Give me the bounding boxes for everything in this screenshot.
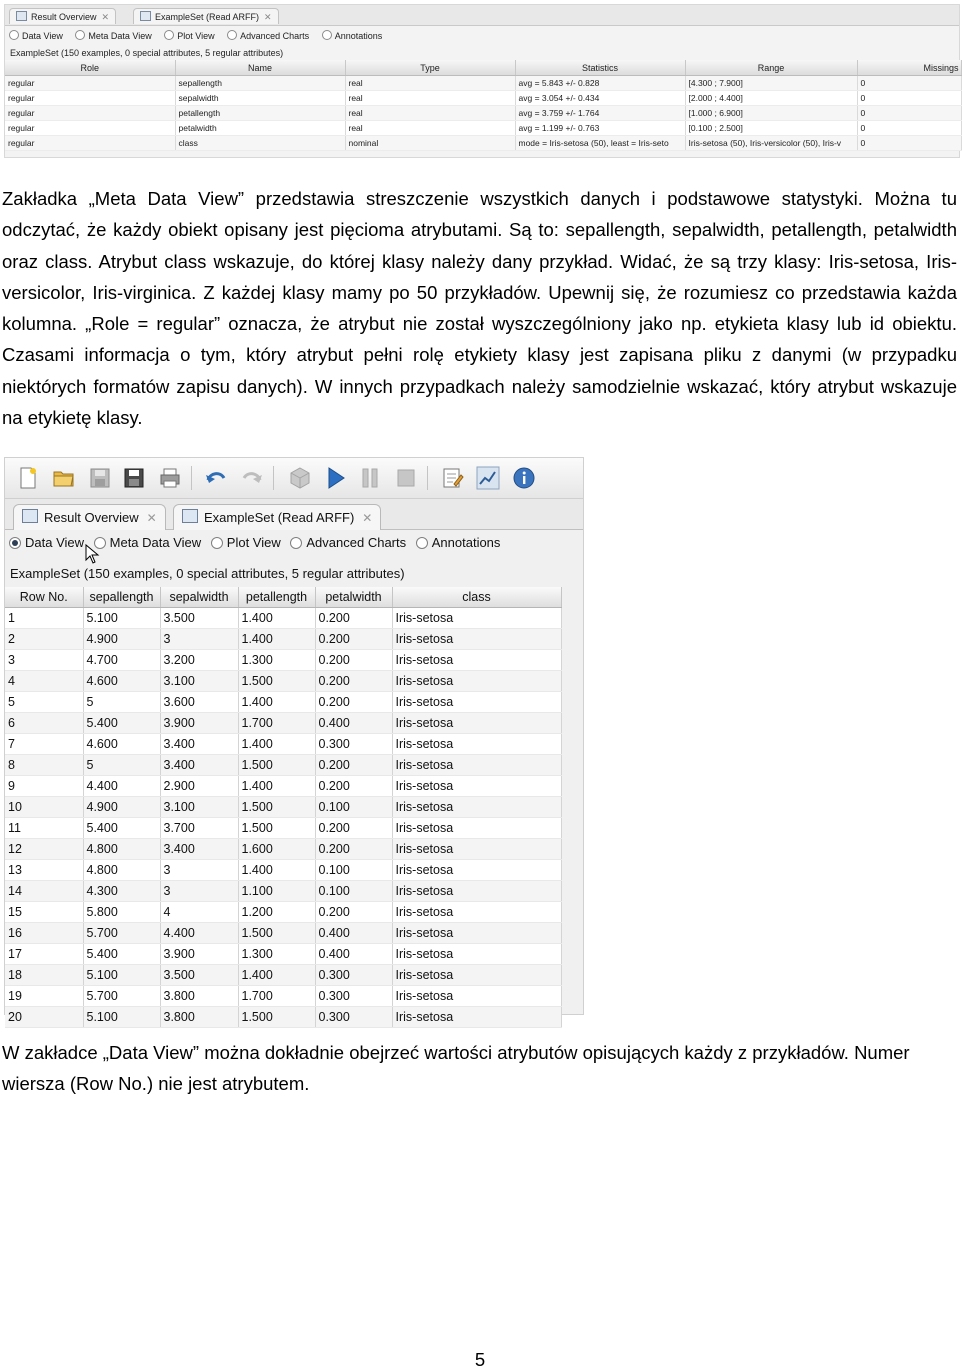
table-cell: 13 xyxy=(5,860,83,881)
table-cell: 4 xyxy=(160,902,238,923)
table-cell: 5.400 xyxy=(83,944,160,965)
save-icon[interactable] xyxy=(87,465,113,491)
table-cell: 0.300 xyxy=(315,734,392,755)
radio-label: Advanced Charts xyxy=(240,31,310,41)
table-cell: 2 xyxy=(5,629,83,650)
table-cell: avg = 1.199 +/- 0.763 xyxy=(515,121,685,136)
table-row[interactable] xyxy=(5,1007,561,1028)
table-cell: 1.200 xyxy=(238,902,315,923)
radio-label: Meta Data View xyxy=(88,31,152,41)
tab-result-overview[interactable] xyxy=(9,8,116,24)
radio-plot-view[interactable] xyxy=(211,530,281,556)
table-cell: 4 xyxy=(5,671,83,692)
table-cell: 0.100 xyxy=(315,797,392,818)
radio-selected-icon[interactable] xyxy=(9,537,21,549)
column-header[interactable]: Type xyxy=(345,60,515,76)
info-icon[interactable] xyxy=(511,465,537,491)
column-header[interactable]: petalwidth xyxy=(315,587,392,608)
table-cell: [2.000 ; 4.400] xyxy=(685,91,857,106)
column-header[interactable]: Missings xyxy=(857,60,961,76)
table-cell: 0.200 xyxy=(315,818,392,839)
result-overview-icon xyxy=(22,509,38,523)
table-cell: petalwidth xyxy=(175,121,345,136)
table-cell: 0 xyxy=(857,136,961,151)
exampleset-caption: ExampleSet (150 examples, 0 special attributes, 5 regular attributes) xyxy=(10,566,405,581)
table-cell: 1.400 xyxy=(238,776,315,797)
table-cell: regular xyxy=(5,121,175,136)
table-cell: Iris-setosa xyxy=(392,965,561,986)
table-cell: regular xyxy=(5,106,175,121)
radio-label: Plot View xyxy=(177,31,215,41)
view-selector xyxy=(5,26,959,46)
table-cell: real xyxy=(345,91,515,106)
table-row[interactable] xyxy=(5,692,561,713)
table-cell: 10 xyxy=(5,797,83,818)
radio-annotations[interactable] xyxy=(416,530,501,556)
table-cell: 1.700 xyxy=(238,986,315,1007)
table-cell: 15 xyxy=(5,902,83,923)
table-cell: 3 xyxy=(160,860,238,881)
radio-plot-view[interactable] xyxy=(164,26,214,46)
table-cell: 14 xyxy=(5,881,83,902)
toolbar-separator xyxy=(191,466,192,490)
table-cell: 4.600 xyxy=(83,671,160,692)
table-row[interactable] xyxy=(5,608,561,629)
table-cell: Iris-setosa xyxy=(392,713,561,734)
table-cell: 1.400 xyxy=(238,860,315,881)
table-cell: 0 xyxy=(857,106,961,121)
column-header[interactable]: sepallength xyxy=(83,587,160,608)
table-cell: 4.900 xyxy=(83,629,160,650)
close-icon[interactable]: ✕ xyxy=(362,511,373,525)
table-cell: 5 xyxy=(83,692,160,713)
table-cell: class xyxy=(175,136,345,151)
table-cell: real xyxy=(345,76,515,91)
table-cell: regular xyxy=(5,76,175,91)
table-cell: 0.400 xyxy=(315,944,392,965)
table-row[interactable] xyxy=(5,860,561,881)
data-table xyxy=(5,587,562,1028)
radio-label: Plot View xyxy=(226,535,281,550)
table-cell: 0 xyxy=(857,76,961,91)
table-cell: 0 xyxy=(857,91,961,106)
radio-label: Annotations xyxy=(334,31,383,41)
table-cell: 5.700 xyxy=(83,923,160,944)
table-cell: 0.200 xyxy=(315,650,392,671)
table-row[interactable] xyxy=(5,76,961,91)
table-cell: 3.200 xyxy=(160,650,238,671)
table-cell: 1.600 xyxy=(238,839,315,860)
table-row[interactable] xyxy=(5,986,561,1007)
table-cell: 5.700 xyxy=(83,986,160,1007)
table-row[interactable] xyxy=(5,923,561,944)
table-cell: regular xyxy=(5,136,175,151)
table-cell: Iris-setosa (50), Iris-versicolor (50), Iris-v xyxy=(685,136,857,151)
table-cell: regular xyxy=(5,91,175,106)
table-row[interactable] xyxy=(5,902,561,923)
radio-advanced-charts[interactable] xyxy=(227,26,309,46)
table-cell: avg = 3.759 +/- 1.764 xyxy=(515,106,685,121)
table-cell: 5.100 xyxy=(83,965,160,986)
table-cell: Iris-setosa xyxy=(392,776,561,797)
table-cell: Iris-setosa xyxy=(392,860,561,881)
table-cell: 5.400 xyxy=(83,713,160,734)
radio-icon[interactable] xyxy=(164,30,174,40)
table-cell: 12 xyxy=(5,839,83,860)
table-cell: 0.300 xyxy=(315,986,392,1007)
tab-label: Result Overview xyxy=(31,12,97,22)
table-cell: [0.100 ; 2.500] xyxy=(685,121,857,136)
column-header[interactable]: Range xyxy=(685,60,857,76)
table-cell: Iris-setosa xyxy=(392,818,561,839)
table-cell: Iris-setosa xyxy=(392,902,561,923)
table-cell: 5 xyxy=(5,692,83,713)
page-number: 5 xyxy=(474,1349,486,1370)
radio-label: Advanced Charts xyxy=(306,535,407,550)
table-cell: 3.400 xyxy=(160,839,238,860)
table-cell: 0.200 xyxy=(315,608,392,629)
table-cell: 0.300 xyxy=(315,965,392,986)
table-cell: Iris-setosa xyxy=(392,692,561,713)
table-cell: Iris-setosa xyxy=(392,755,561,776)
table-cell: 4.600 xyxy=(83,734,160,755)
table-cell: 5.100 xyxy=(83,608,160,629)
table-cell: Iris-setosa xyxy=(392,608,561,629)
table-cell: [1.000 ; 6.900] xyxy=(685,106,857,121)
column-header[interactable]: Statistics xyxy=(515,60,685,76)
toolbar-separator xyxy=(273,466,274,490)
table-cell: 20 xyxy=(5,1007,83,1028)
table-cell: 3.900 xyxy=(160,713,238,734)
table-cell: 19 xyxy=(5,986,83,1007)
radio-icon[interactable] xyxy=(75,30,85,40)
table-cell: real xyxy=(345,106,515,121)
table-row[interactable] xyxy=(5,650,561,671)
radio-meta-data-view[interactable] xyxy=(94,530,202,556)
close-icon[interactable]: ✕ xyxy=(146,511,157,525)
table-cell: 18 xyxy=(5,965,83,986)
paragraph-data-view: W zakładce „Data View” można dokładnie obejrzeć wartości atrybutów opisujących każdy z przykładów. Numer wiersza (Row No.) nie jest atrybutem. xyxy=(2,1042,910,1095)
radio-label: Data View xyxy=(25,535,85,550)
table-cell: 9 xyxy=(5,776,83,797)
table-cell: Iris-setosa xyxy=(392,881,561,902)
open-icon[interactable] xyxy=(51,465,77,491)
table-cell: 3.600 xyxy=(160,692,238,713)
table-cell: 1.300 xyxy=(238,944,315,965)
radio-icon[interactable] xyxy=(290,537,302,549)
table-cell: 1.700 xyxy=(238,713,315,734)
radio-advanced-charts[interactable] xyxy=(290,530,406,556)
table-cell: 4.400 xyxy=(83,776,160,797)
table-cell: Iris-setosa xyxy=(392,797,561,818)
exampleset-caption: ExampleSet (150 examples, 0 special attributes, 5 regular attributes) xyxy=(10,48,284,58)
table-row[interactable] xyxy=(5,713,561,734)
table-cell: 3.900 xyxy=(160,944,238,965)
table-cell: 1.400 xyxy=(238,608,315,629)
table-cell: 5 xyxy=(83,755,160,776)
radio-data-view[interactable] xyxy=(9,530,84,556)
table-cell: 3.800 xyxy=(160,986,238,1007)
table-row[interactable] xyxy=(5,776,561,797)
table-cell: 0.100 xyxy=(315,860,392,881)
table-cell: 3.400 xyxy=(160,755,238,776)
table-cell: 1.500 xyxy=(238,1007,315,1028)
tab-exampleset[interactable] xyxy=(173,504,381,530)
table-cell: Iris-setosa xyxy=(392,629,561,650)
table-cell: 3 xyxy=(160,881,238,902)
table-cell: avg = 3.054 +/- 0.434 xyxy=(515,91,685,106)
tab-result-overview[interactable] xyxy=(13,504,166,530)
table-cell: 5.800 xyxy=(83,902,160,923)
table-cell: 0.400 xyxy=(315,923,392,944)
table-row[interactable] xyxy=(5,755,561,776)
table-cell: 17 xyxy=(5,944,83,965)
radio-label: Annotations xyxy=(431,535,501,550)
table-cell: Iris-setosa xyxy=(392,650,561,671)
result-overview-icon xyxy=(16,11,27,21)
table-cell: 3.500 xyxy=(160,965,238,986)
table-icon xyxy=(182,509,198,523)
column-header[interactable]: Row No. xyxy=(5,587,83,608)
table-cell: 16 xyxy=(5,923,83,944)
table-row[interactable] xyxy=(5,629,561,650)
table-cell: Iris-setosa xyxy=(392,944,561,965)
table-cell: Iris-setosa xyxy=(392,671,561,692)
main-toolbar xyxy=(5,458,583,499)
table-cell: Iris-setosa xyxy=(392,923,561,944)
radio-icon[interactable] xyxy=(227,30,237,40)
table-cell: 3 xyxy=(5,650,83,671)
stop-icon[interactable] xyxy=(393,465,419,491)
table-cell: petallength xyxy=(175,106,345,121)
cube-icon[interactable] xyxy=(287,465,313,491)
new-process-icon[interactable] xyxy=(15,465,41,491)
tab-label: ExampleSet (Read ARFF) xyxy=(204,510,355,525)
redo-icon[interactable] xyxy=(239,465,265,491)
table-cell: 0.200 xyxy=(315,839,392,860)
table-cell: 3.700 xyxy=(160,818,238,839)
table-row[interactable] xyxy=(5,121,961,136)
table-cell: 0.400 xyxy=(315,713,392,734)
table-row[interactable] xyxy=(5,136,961,151)
table-cell: mode = Iris-setosa (50), least = Iris-seto xyxy=(515,136,685,151)
save-as-icon[interactable] xyxy=(121,465,147,491)
table-row[interactable] xyxy=(5,106,961,121)
radio-meta-data-view[interactable] xyxy=(75,26,151,46)
tab-label: Result Overview xyxy=(44,510,139,525)
table-cell: real xyxy=(345,121,515,136)
print-icon[interactable] xyxy=(157,465,183,491)
table-cell: 1.400 xyxy=(238,692,315,713)
tab-exampleset[interactable] xyxy=(133,8,279,24)
radio-icon[interactable] xyxy=(416,537,428,549)
table-cell: 1.400 xyxy=(238,629,315,650)
table-cell: 4.800 xyxy=(83,839,160,860)
table-cell: 4.800 xyxy=(83,860,160,881)
table-icon xyxy=(140,11,151,21)
result-tab-bar xyxy=(5,5,959,26)
table-cell: 1 xyxy=(5,608,83,629)
table-cell: 0.200 xyxy=(315,902,392,923)
radio-data-view[interactable] xyxy=(9,26,63,46)
table-row[interactable] xyxy=(5,734,561,755)
table-cell: 4.900 xyxy=(83,797,160,818)
table-cell: 0.200 xyxy=(315,776,392,797)
table-cell: 0 xyxy=(857,121,961,136)
table-cell: 7 xyxy=(5,734,83,755)
radio-icon[interactable] xyxy=(9,30,19,40)
table-cell: 3.400 xyxy=(160,734,238,755)
table-cell: Iris-setosa xyxy=(392,1007,561,1028)
table-cell: Iris-setosa xyxy=(392,839,561,860)
table-cell: sepalwidth xyxy=(175,91,345,106)
undo-icon[interactable] xyxy=(203,465,229,491)
radio-annotations[interactable] xyxy=(322,26,383,46)
table-row[interactable] xyxy=(5,671,561,692)
data-view-screenshot xyxy=(4,457,584,1024)
table-cell: 3 xyxy=(160,629,238,650)
radio-label: Data View xyxy=(22,31,63,41)
table-row[interactable] xyxy=(5,839,561,860)
column-header[interactable]: Name xyxy=(175,60,345,76)
table-cell: Iris-setosa xyxy=(392,734,561,755)
table-row[interactable] xyxy=(5,965,561,986)
table-cell: nominal xyxy=(345,136,515,151)
table-cell: 3.100 xyxy=(160,797,238,818)
table-row[interactable] xyxy=(5,797,561,818)
column-header[interactable]: petallength xyxy=(238,587,315,608)
meta-data-table xyxy=(5,60,962,151)
tab-label: ExampleSet (Read ARFF) xyxy=(155,12,260,22)
table-cell: 1.300 xyxy=(238,650,315,671)
mouse-cursor-icon xyxy=(85,544,99,564)
table-row[interactable] xyxy=(5,944,561,965)
table-cell: 3.800 xyxy=(160,1007,238,1028)
radio-icon[interactable] xyxy=(322,30,332,40)
table-cell: 1.500 xyxy=(238,797,315,818)
table-cell: 4.300 xyxy=(83,881,160,902)
table-cell: 1.500 xyxy=(238,755,315,776)
table-cell: 2.900 xyxy=(160,776,238,797)
meta-data-view-screenshot xyxy=(4,4,960,158)
table-cell: 1.500 xyxy=(238,818,315,839)
paragraph-meta-data-view: Zakładka „Meta Data View” przedstawia streszczenie wszystkich danych i podstawowe statystyki. Można tu odczytać, że każdy obiekt opisany jest pięcioma atrybutami. Są to: sepallength, sepalwidth, petallength, petalwidth oraz class. Atrybut class wskazuje, do której klasy należy dany przykład. Widać, że są trzy klasy: Iris-setosa, Iris-versicolor, Iris-virginica. Z każdej klasy mamy po 50 przykładów. Upewnij się, że rozumiesz co przedstawia każda kolumna. „Role = regular” oznacza, że atrybut nie został wyszczególniony jako np. etykieta klasy lub id obiektu. Czasami informacja o tym, który atrybut pełni rolę etykiety klasy jest zapisana pliku z danymi (w przypadku niektórych formatów zapisu danych). W innych przypadkach należy samodzielnie wskazać, który atrybut wskazuje na etykietę klasy. xyxy=(2,188,957,429)
table-cell: 1.500 xyxy=(238,671,315,692)
table-row[interactable] xyxy=(5,881,561,902)
table-row[interactable] xyxy=(5,818,561,839)
table-cell: 1.500 xyxy=(238,923,315,944)
table-row[interactable] xyxy=(5,91,961,106)
table-cell: avg = 5.843 +/- 0.828 xyxy=(515,76,685,91)
table-cell: 0.100 xyxy=(315,881,392,902)
table-cell: 8 xyxy=(5,755,83,776)
table-cell: 6 xyxy=(5,713,83,734)
table-cell: 3.100 xyxy=(160,671,238,692)
run-icon[interactable] xyxy=(323,465,349,491)
toolbar-separator xyxy=(427,466,428,490)
table-cell: 11 xyxy=(5,818,83,839)
close-icon[interactable]: ✕ xyxy=(101,12,110,22)
table-cell: 0.200 xyxy=(315,755,392,776)
table-cell: 1.400 xyxy=(238,734,315,755)
table-cell: 0.200 xyxy=(315,629,392,650)
design-perspective-icon[interactable] xyxy=(439,465,465,491)
table-cell: 5.400 xyxy=(83,818,160,839)
table-cell: 0.300 xyxy=(315,1007,392,1028)
result-tab-bar xyxy=(5,499,583,530)
table-cell: [4.300 ; 7.900] xyxy=(685,76,857,91)
table-cell: 3.500 xyxy=(160,608,238,629)
data-table-scroll[interactable] xyxy=(5,587,562,1024)
table-cell: 1.100 xyxy=(238,881,315,902)
table-cell: 4.400 xyxy=(160,923,238,944)
column-header[interactable]: class xyxy=(392,587,561,608)
column-header[interactable]: Role xyxy=(5,60,175,76)
close-icon[interactable]: ✕ xyxy=(264,12,272,22)
column-header[interactable]: sepalwidth xyxy=(160,587,238,608)
table-cell: sepallength xyxy=(175,76,345,91)
table-cell: 4.700 xyxy=(83,650,160,671)
result-perspective-icon[interactable] xyxy=(475,465,501,491)
table-cell: 0.200 xyxy=(315,692,392,713)
table-cell: Iris-setosa xyxy=(392,986,561,1007)
table-cell: 1.400 xyxy=(238,965,315,986)
table-cell: 5.100 xyxy=(83,1007,160,1028)
radio-icon[interactable] xyxy=(211,537,223,549)
radio-label: Meta Data View xyxy=(109,535,202,550)
table-cell: 0.200 xyxy=(315,671,392,692)
pause-icon[interactable] xyxy=(357,465,383,491)
